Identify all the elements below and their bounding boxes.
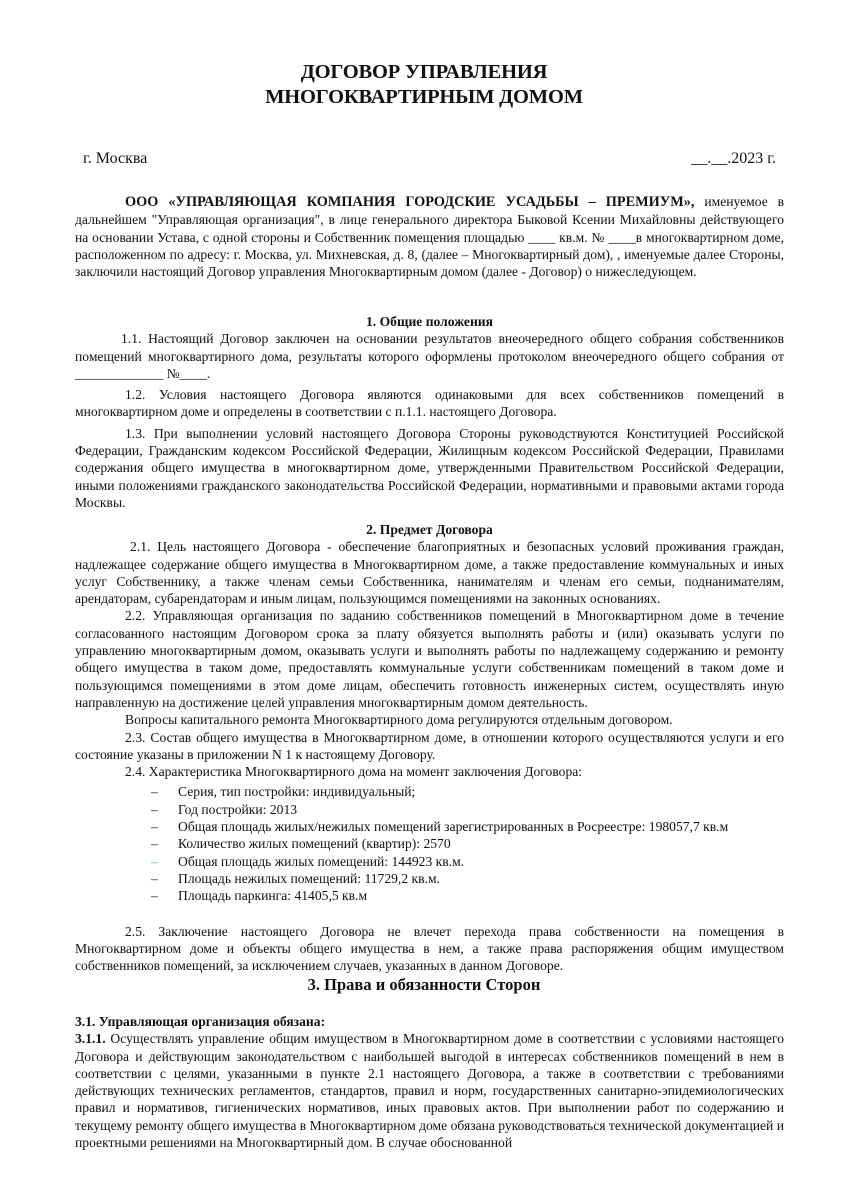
list-item bbox=[75, 870, 784, 887]
dash-bullet-icon: – bbox=[151, 801, 158, 817]
dash-bullet-icon: – bbox=[151, 784, 158, 800]
clause-2-1: 2.1. Цель настоящего Договора - обеспечение благоприятных и безопасных условий проживания граждан, надлежащее содержание общего имущества в Многоквартирном доме, а также предоставление коммунальных и иных услуг Собственнику, а также членам семьи Собственника, нанимателям и членам его семьи, поднанимателям, арендаторам, субарендаторам и иным лицам, пользующимся помещениями на законных основаниях. bbox=[75, 539, 784, 607]
building-characteristics-list bbox=[75, 783, 784, 904]
list-item bbox=[75, 801, 784, 818]
clause-3-1-1-text: Осуществлять управление общим имуществом в Многоквартирном доме в соответствии с условиями настоящего Договора и действующим законодательством с наибольшей выгодой в интересах собственников помещений в нем в соответствии с целями, указанными в пункте 2.1 настоящего Договора, а также в соответствии с требованиями действующих технических регламентов, стандартов, правил и норм, государственных санитарно-эпидемиологических правил и нормативов, гигиенических нормативов, иных правовых актов. При выполнении работ по содержанию и текущему ремонту общего имущества в Многоквартирном доме обязана руководствоваться технической документацией и проектными решениями на Многоквартирный дом. В случае обоснованной bbox=[75, 1031, 785, 1151]
preamble bbox=[75, 193, 784, 280]
section-1 bbox=[75, 313, 784, 511]
dash-bullet-icon: – bbox=[151, 836, 158, 852]
subsection-3-1-heading: 3.1. Управляющая организация обязана: bbox=[75, 1014, 326, 1029]
section-2 bbox=[75, 521, 784, 974]
clause-2-4: 2.4. Характеристика Многоквартирного дома на момент заключения Договора: bbox=[125, 764, 583, 780]
clause-3-1-1-number: 3.1.1. bbox=[75, 1031, 106, 1047]
list-item-text: Общая площадь жилых/нежилых помещений зарегистрированных в Росреестре: 198057,7 кв.м bbox=[178, 819, 729, 835]
document-title-line-1: ДОГОВОР УПРАВЛЕНИЯ bbox=[300, 61, 548, 83]
section-1-heading: 1. Общие положения bbox=[366, 314, 493, 329]
list-item-text: Количество жилых помещений (квартир): 2570 bbox=[178, 836, 451, 852]
capital-repair-note: Вопросы капитального ремонта Многоквартирного дома регулируются отдельным договором. bbox=[125, 712, 673, 728]
section-2-heading: 2. Предмет Договора bbox=[366, 522, 493, 537]
contract-city: г. Москва bbox=[83, 150, 148, 167]
list-item bbox=[75, 835, 784, 852]
list-item bbox=[75, 853, 784, 870]
dash-bullet-icon: – bbox=[151, 870, 158, 886]
clause-1-2: 1.2. Условия настоящего Договора являются одинаковыми для всех собственников помещений в многоквартирном доме и определены в соответствии с п.1.1. настоящего Договора. bbox=[75, 387, 784, 420]
document-title-line-2: МНОГОКВАРТИРНЫМ ДОМОМ bbox=[265, 86, 583, 108]
contract-date: __.__.2023 г. bbox=[691, 150, 776, 167]
clause-2-5: 2.5. Заключение настоящего Договора не влечет перехода права собственности на помещения в Многоквартирном доме и объекты общего имущества в нем, а также права распоряжения общим имуществом собственников помещений, за исключением случаев, указанных в данном Договоре. bbox=[75, 923, 784, 974]
list-item bbox=[75, 818, 784, 835]
company-name: ООО «УПРАВЛЯЮЩАЯ КОМПАНИЯ ГОРОДСКИЕ УСАДЬБЫ – ПРЕМИУМ», bbox=[125, 194, 695, 210]
list-item-text: Год постройки: 2013 bbox=[178, 801, 298, 817]
clause-1-3: 1.3. При выполнении условий настоящего Договора Стороны руководствуются Конституцией Российской Федерации, Гражданским кодексом Российской Федерации, Жилищным кодексом Российской Федерации, Правилами содержания общего имущества в многоквартирном доме, утвержденными Правительством Российской Федерации, иными положениями гражданского законодательства Российской Федерации, нормативными и правовыми актами города Москвы. bbox=[75, 425, 784, 510]
clause-3-1-1 bbox=[75, 1030, 784, 1151]
list-item bbox=[75, 887, 784, 904]
list-item-text: Общая площадь жилых помещений: 144923 кв.м. bbox=[178, 853, 465, 869]
section-3-heading: 3. Права и обязанности Сторон bbox=[307, 975, 541, 994]
list-item-text: Площадь паркинга: 41405,5 кв.м bbox=[178, 888, 368, 904]
section-3 bbox=[75, 1013, 784, 1151]
clause-1-1: 1.1. Настоящий Договор заключен на основании результатов внеочередного общего собрания собственников помещений многоквартирного дома, результаты которого оформлены протоколом внеочередного общего собрания от _____________ №____. bbox=[75, 331, 784, 381]
dash-bullet-icon: – bbox=[151, 853, 158, 869]
list-item-text: Площадь нежилых помещений: 11729,2 кв.м. bbox=[178, 870, 440, 886]
list-item-text: Серия, тип постройки: индивидуальный; bbox=[178, 784, 416, 800]
preamble-paragraph bbox=[75, 193, 784, 280]
dash-bullet-icon: – bbox=[151, 819, 158, 835]
preamble-text: именуемое в дальнейшем "Управляющая организация", в лице генерального директора Быковой Ксении Михайловны действующего на основании Устава, с одной стороны и Собственник помещения площадью ____ кв.м. № ____в многоквартирном доме, расположенном по адресу: г. Москва, ул. Михневская, д. 8, (далее – Многоквартирный дом), , именуемые далее Стороны, заключили настоящий Договор управления Многоквартирным домом (далее - Договор) о нижеследующем. bbox=[75, 194, 784, 280]
clause-2-3: 2.3. Состав общего имущества в Многоквартирном доме, в отношении которого осуществляются услуги и его состояние указаны в приложении N 1 к настоящему Договору. bbox=[75, 729, 784, 762]
clause-2-2: 2.2. Управляющая организация по заданию собственников помещений в Многоквартирном доме в течение согласованного настоящим Договором срока за плату обязуется выполнять работы и (или) оказывать услуги по управлению многоквартирным домом, оказывать услуги и выполнять работы по надлежащему содержанию и ремонту общего имущества в таком доме, предоставлять коммунальные услуги собственникам помещений в таком доме и пользующимся помещениями в этом доме лицам, обеспечить готовность инженерных систем, осуществлять иную направленную на достижение целей управления многоквартирным домом деятельность. bbox=[75, 608, 784, 710]
list-item bbox=[75, 783, 784, 800]
dash-bullet-icon: – bbox=[151, 888, 158, 904]
